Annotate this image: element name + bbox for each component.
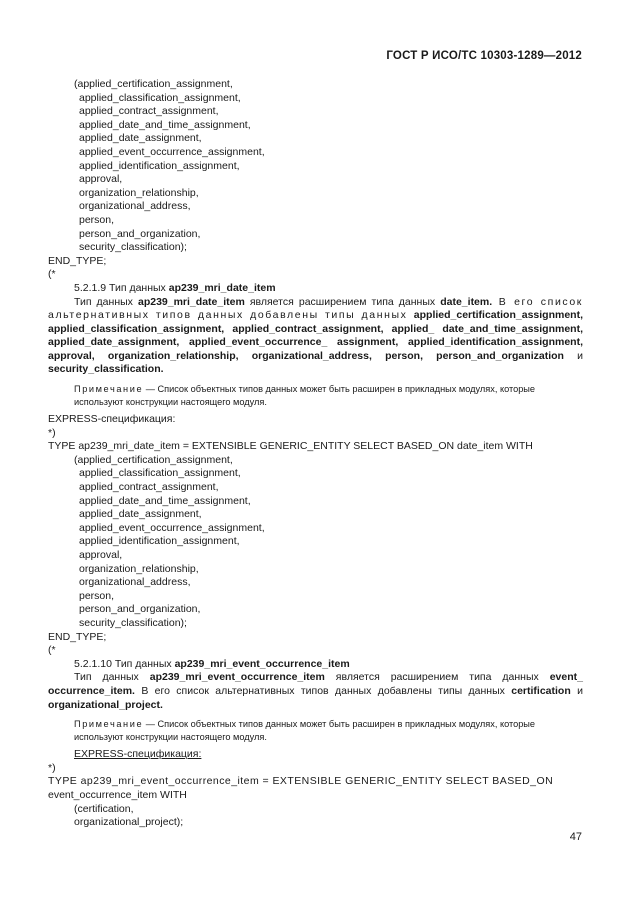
comment-close: *) — [48, 426, 56, 439]
express-label: EXPRESS-спецификация: — [48, 413, 176, 426]
express-label — [48, 748, 583, 762]
list-item: applied_classification_assignment, — [79, 91, 241, 104]
select-list-1 — [48, 78, 583, 255]
list-item: applied_identification_assignment, — [79, 535, 240, 548]
express-label-text: EXPRESS-спецификация: — [74, 748, 202, 761]
para-last-type: security_classification. — [48, 363, 164, 376]
para-text: и — [563, 349, 583, 362]
list-item: organizational_address, — [79, 576, 191, 589]
para-type-name: ap239_mri_date_item — [137, 295, 245, 308]
note — [48, 383, 583, 408]
end-type: END_TYPE; — [48, 254, 107, 267]
list-item: applied_classification_assignment, — [79, 467, 241, 480]
list-item: organization_relationship, — [79, 562, 199, 575]
para-text: Тип данных — [74, 295, 138, 308]
page-number: 47 — [569, 831, 582, 843]
page-content — [48, 78, 583, 830]
section-heading-5-2-1-9 — [48, 282, 583, 296]
type-declaration: TYPE ap239_mri_event_occurrence_item = EXTENSIBLE GENERIC_ENTITY SELECT BASED_ON — [48, 775, 554, 788]
list-item: applied_identification_assignment, — [79, 159, 240, 172]
para-text: является расширением типа данных — [244, 295, 441, 308]
list-item: applied_date_assignment, — [79, 132, 202, 145]
para-text: Тип данных — [74, 671, 150, 684]
list-item: applied_date_and_time_assignment, — [79, 494, 251, 507]
para-text: В его список альтернативных типов данных добавлены типы данных — [48, 295, 584, 322]
section-paragraph — [48, 671, 583, 712]
list-item: organization_relationship, — [79, 186, 199, 199]
note-text: — Список объектных типов данных может быть расширен в прикладных модулях, которые используют конструкции настоящего модуля. — [74, 384, 536, 407]
heading-prefix: 5.2.1.10 Тип данных — [74, 657, 175, 670]
list-item: applied_contract_assignment, — [79, 105, 219, 118]
end-type: END_TYPE; — [48, 630, 107, 643]
document-header: ГОСТ Р ИСО/ТС 10303-1289—2012 — [386, 50, 582, 62]
list-item: (applied_certification_assignment, — [74, 78, 233, 90]
para-text: В его список альтернативных типов данных добавлены типы данных — [134, 684, 512, 697]
list-item: person_and_organization, — [79, 603, 201, 616]
list-item: person, — [79, 589, 115, 602]
para-text: является расширением типа данных — [324, 671, 550, 684]
list-item: organizational_address, — [79, 200, 191, 213]
section-heading-5-2-1-10 — [48, 658, 583, 672]
note-label: Примечание — [74, 384, 144, 395]
section-paragraph — [48, 296, 583, 378]
para-base-type: date_item. — [440, 295, 493, 308]
heading-name: ap239_mri_date_item — [168, 281, 276, 294]
heading-name: ap239_mri_event_occurrence_item — [174, 657, 350, 670]
list-item: applied_date_assignment, — [79, 508, 202, 521]
note-text: — Список объектных типов данных может быть расширен в прикладных модулях, которые используют конструкции настоящего модуля. — [74, 719, 536, 742]
para-base-type: event_ occurrence_item. — [48, 671, 583, 697]
note — [48, 718, 583, 743]
list-item: approval, — [79, 173, 123, 186]
heading-prefix: 5.2.1.9 Тип данных — [74, 281, 169, 294]
type-declaration: TYPE ap239_mri_date_item = EXTENSIBLE GENERIC_ENTITY SELECT BASED_ON date_item WITH — [48, 440, 533, 453]
list-item: applied_contract_assignment, — [79, 481, 219, 494]
comment-open: (* — [48, 268, 56, 281]
para-type-name: ap239_mri_event_occurrence_item — [149, 671, 325, 684]
list-item: (certification, — [74, 802, 134, 815]
list-item: person_and_organization, — [79, 227, 201, 240]
list-item: approval, — [79, 549, 123, 561]
para-type: organizational_project. — [48, 698, 163, 711]
note-label: Примечание — [74, 719, 144, 730]
comment-open: (* — [48, 644, 56, 657]
list-item: security_classification); — [79, 241, 187, 254]
para-type: certification — [511, 684, 571, 697]
list-item: (applied_certification_assignment, — [74, 453, 233, 466]
type-declaration-cont: event_occurrence_item WITH — [48, 788, 187, 801]
para-type-list: applied_certification_assignment, applied_classification_assignment, applied_contract_assignment, applied_ date_and_time_assignment, applied_date_assignment, applied_event_occurrence_ assignment, applied_identification_assignment, approval, organization_relationship, organizational_address, person, person_and_organization — [48, 309, 583, 362]
list-item: security_classification); — [79, 616, 187, 629]
list-item: person, — [79, 213, 115, 226]
list-item: applied_event_occurrence_assignment, — [79, 145, 265, 158]
list-item: applied_event_occurrence_assignment, — [79, 521, 265, 534]
list-item: applied_date_and_time_assignment, — [79, 118, 251, 131]
select-list-2 — [48, 454, 583, 631]
para-text: и — [570, 684, 583, 697]
list-item: organizational_project); — [74, 816, 184, 829]
comment-close: *) — [48, 761, 56, 774]
